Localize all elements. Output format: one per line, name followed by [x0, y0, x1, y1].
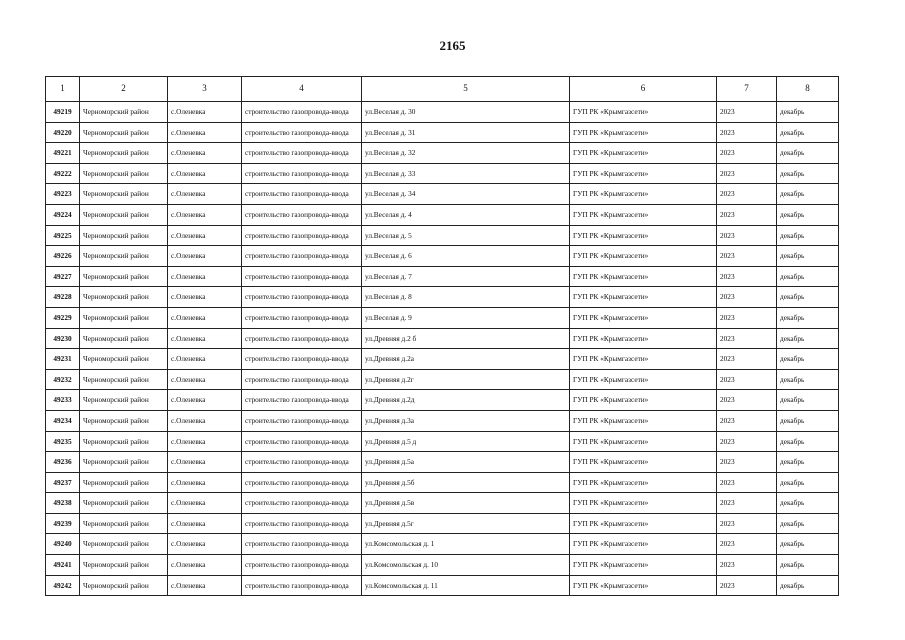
cell-organization: ГУП РК «Крымгазсети»	[570, 493, 717, 514]
cell-record-number: 49225	[46, 225, 80, 246]
cell-settlement: с.Оленевка	[168, 225, 242, 246]
cell-work-type: строительство газопровода-ввода	[242, 225, 362, 246]
cell-year: 2023	[717, 534, 777, 555]
table-row	[46, 493, 839, 514]
cell-record-number: 49219	[46, 102, 80, 123]
cell-district: Черноморский район	[80, 225, 168, 246]
cell-organization: ГУП РК «Крымгазсети»	[570, 287, 717, 308]
cell-settlement: с.Оленевка	[168, 534, 242, 555]
cell-year: 2023	[717, 472, 777, 493]
cell-district: Черноморский район	[80, 410, 168, 431]
cell-year: 2023	[717, 122, 777, 143]
cell-address: ул.Древняя д.5б	[362, 472, 570, 493]
cell-organization: ГУП РК «Крымгазсети»	[570, 122, 717, 143]
table-row	[46, 328, 839, 349]
cell-record-number: 49238	[46, 493, 80, 514]
cell-work-type: строительство газопровода-ввода	[242, 390, 362, 411]
cell-settlement: с.Оленевка	[168, 369, 242, 390]
header-cell-6: 6	[570, 77, 717, 102]
table-row	[46, 452, 839, 473]
cell-organization: ГУП РК «Крымгазсети»	[570, 163, 717, 184]
cell-district: Черноморский район	[80, 452, 168, 473]
cell-record-number: 49226	[46, 246, 80, 267]
cell-address: ул.Веселая д. 32	[362, 143, 570, 164]
cell-district: Черноморский район	[80, 472, 168, 493]
table-row	[46, 163, 839, 184]
cell-record-number: 49228	[46, 287, 80, 308]
cell-work-type: строительство газопровода-ввода	[242, 204, 362, 225]
cell-settlement: с.Оленевка	[168, 204, 242, 225]
cell-month: декабрь	[777, 452, 839, 473]
cell-settlement: с.Оленевка	[168, 493, 242, 514]
cell-work-type: строительство газопровода-ввода	[242, 349, 362, 370]
table-row	[46, 287, 839, 308]
cell-settlement: с.Оленевка	[168, 349, 242, 370]
cell-address: ул.Древняя д.2а	[362, 349, 570, 370]
cell-organization: ГУП РК «Крымгазсети»	[570, 184, 717, 205]
cell-work-type: строительство газопровода-ввода	[242, 287, 362, 308]
cell-address: ул.Комсомольская д. 1	[362, 534, 570, 555]
cell-address: ул.Древняя д.5а	[362, 452, 570, 473]
cell-address: ул.Древняя д.5в	[362, 493, 570, 514]
cell-work-type: строительство газопровода-ввода	[242, 493, 362, 514]
table-row	[46, 534, 839, 555]
cell-work-type: строительство газопровода-ввода	[242, 369, 362, 390]
cell-settlement: с.Оленевка	[168, 472, 242, 493]
cell-settlement: с.Оленевка	[168, 266, 242, 287]
cell-month: декабрь	[777, 513, 839, 534]
cell-record-number: 49240	[46, 534, 80, 555]
cell-work-type: строительство газопровода-ввода	[242, 307, 362, 328]
cell-settlement: с.Оленевка	[168, 184, 242, 205]
cell-work-type: строительство газопровода-ввода	[242, 513, 362, 534]
page-number: 2165	[439, 38, 466, 53]
header-cell-4: 4	[242, 77, 362, 102]
cell-month: декабрь	[777, 163, 839, 184]
cell-organization: ГУП РК «Крымгазсети»	[570, 246, 717, 267]
cell-month: декабрь	[777, 184, 839, 205]
cell-organization: ГУП РК «Крымгазсети»	[570, 266, 717, 287]
cell-address: ул.Веселая д. 34	[362, 184, 570, 205]
header-cell-8: 8	[777, 77, 839, 102]
cell-district: Черноморский район	[80, 102, 168, 123]
cell-month: декабрь	[777, 534, 839, 555]
header-cell-7: 7	[717, 77, 777, 102]
cell-month: декабрь	[777, 472, 839, 493]
cell-address: ул.Веселая д. 7	[362, 266, 570, 287]
cell-settlement: с.Оленевка	[168, 555, 242, 576]
cell-address: ул.Веселая д. 6	[362, 246, 570, 267]
cell-district: Черноморский район	[80, 204, 168, 225]
cell-district: Черноморский район	[80, 184, 168, 205]
cell-organization: ГУП РК «Крымгазсети»	[570, 513, 717, 534]
cell-month: декабрь	[777, 369, 839, 390]
cell-month: декабрь	[777, 493, 839, 514]
cell-work-type: строительство газопровода-ввода	[242, 163, 362, 184]
cell-record-number: 49220	[46, 122, 80, 143]
cell-year: 2023	[717, 307, 777, 328]
cell-record-number: 49242	[46, 575, 80, 596]
cell-district: Черноморский район	[80, 513, 168, 534]
cell-address: ул.Древняя д.2 б	[362, 328, 570, 349]
table-row	[46, 122, 839, 143]
cell-month: декабрь	[777, 122, 839, 143]
cell-year: 2023	[717, 431, 777, 452]
table-row	[46, 575, 839, 596]
cell-work-type: строительство газопровода-ввода	[242, 328, 362, 349]
table-row	[46, 369, 839, 390]
cell-work-type: строительство газопровода-ввода	[242, 184, 362, 205]
cell-district: Черноморский район	[80, 143, 168, 164]
cell-month: декабрь	[777, 575, 839, 596]
table-row	[46, 246, 839, 267]
cell-record-number: 49223	[46, 184, 80, 205]
table-row	[46, 184, 839, 205]
cell-address: ул.Древняя д.5 д	[362, 431, 570, 452]
cell-record-number: 49224	[46, 204, 80, 225]
table-row	[46, 225, 839, 246]
cell-organization: ГУП РК «Крымгазсети»	[570, 102, 717, 123]
cell-year: 2023	[717, 328, 777, 349]
table-row	[46, 431, 839, 452]
cell-year: 2023	[717, 452, 777, 473]
cell-work-type: строительство газопровода-ввода	[242, 410, 362, 431]
table-row	[46, 266, 839, 287]
cell-address: ул.Древняя д.2д	[362, 390, 570, 411]
cell-month: декабрь	[777, 204, 839, 225]
cell-organization: ГУП РК «Крымгазсети»	[570, 575, 717, 596]
cell-settlement: с.Оленевка	[168, 452, 242, 473]
table-row	[46, 307, 839, 328]
cell-organization: ГУП РК «Крымгазсети»	[570, 225, 717, 246]
cell-district: Черноморский район	[80, 575, 168, 596]
cell-month: декабрь	[777, 246, 839, 267]
cell-record-number: 49236	[46, 452, 80, 473]
cell-organization: ГУП РК «Крымгазсети»	[570, 307, 717, 328]
cell-work-type: строительство газопровода-ввода	[242, 266, 362, 287]
cell-settlement: с.Оленевка	[168, 287, 242, 308]
table-row	[46, 102, 839, 123]
cell-settlement: с.Оленевка	[168, 575, 242, 596]
cell-district: Черноморский район	[80, 246, 168, 267]
table-row	[46, 410, 839, 431]
cell-settlement: с.Оленевка	[168, 143, 242, 164]
cell-month: декабрь	[777, 143, 839, 164]
cell-address: ул.Веселая д. 5	[362, 225, 570, 246]
cell-organization: ГУП РК «Крымгазсети»	[570, 534, 717, 555]
cell-record-number: 49237	[46, 472, 80, 493]
cell-organization: ГУП РК «Крымгазсети»	[570, 349, 717, 370]
cell-record-number: 49229	[46, 307, 80, 328]
cell-record-number: 49222	[46, 163, 80, 184]
table-row	[46, 472, 839, 493]
cell-year: 2023	[717, 555, 777, 576]
cell-record-number: 49239	[46, 513, 80, 534]
cell-record-number: 49233	[46, 390, 80, 411]
cell-year: 2023	[717, 575, 777, 596]
cell-work-type: строительство газопровода-ввода	[242, 555, 362, 576]
header-cell-3: 3	[168, 77, 242, 102]
cell-district: Черноморский район	[80, 349, 168, 370]
cell-settlement: с.Оленевка	[168, 122, 242, 143]
cell-address: ул.Веселая д. 9	[362, 307, 570, 328]
cell-month: декабрь	[777, 287, 839, 308]
table-row	[46, 555, 839, 576]
cell-year: 2023	[717, 225, 777, 246]
cell-record-number: 49231	[46, 349, 80, 370]
cell-year: 2023	[717, 143, 777, 164]
cell-district: Черноморский район	[80, 390, 168, 411]
header-row	[46, 77, 839, 102]
cell-month: декабрь	[777, 431, 839, 452]
register-table	[45, 76, 839, 596]
cell-district: Черноморский район	[80, 328, 168, 349]
table-row	[46, 390, 839, 411]
cell-settlement: с.Оленевка	[168, 163, 242, 184]
cell-organization: ГУП РК «Крымгазсети»	[570, 143, 717, 164]
cell-record-number: 49235	[46, 431, 80, 452]
cell-year: 2023	[717, 246, 777, 267]
cell-year: 2023	[717, 349, 777, 370]
cell-district: Черноморский район	[80, 122, 168, 143]
cell-district: Черноморский район	[80, 534, 168, 555]
cell-month: декабрь	[777, 410, 839, 431]
header-cell-2: 2	[80, 77, 168, 102]
cell-address: ул.Древняя д.5г	[362, 513, 570, 534]
header-cell-1: 1	[46, 77, 80, 102]
table-body	[46, 102, 839, 596]
cell-month: декабрь	[777, 328, 839, 349]
cell-organization: ГУП РК «Крымгазсети»	[570, 390, 717, 411]
cell-year: 2023	[717, 163, 777, 184]
cell-address: ул.Веселая д. 33	[362, 163, 570, 184]
cell-organization: ГУП РК «Крымгазсети»	[570, 431, 717, 452]
cell-organization: ГУП РК «Крымгазсети»	[570, 452, 717, 473]
cell-district: Черноморский район	[80, 307, 168, 328]
cell-month: декабрь	[777, 307, 839, 328]
cell-settlement: с.Оленевка	[168, 102, 242, 123]
cell-district: Черноморский район	[80, 555, 168, 576]
cell-district: Черноморский район	[80, 431, 168, 452]
cell-address: ул.Веселая д. 31	[362, 122, 570, 143]
cell-address: ул.Веселая д. 8	[362, 287, 570, 308]
cell-address: ул.Веселая д. 30	[362, 102, 570, 123]
cell-year: 2023	[717, 184, 777, 205]
cell-address: ул.Комсомольская д. 10	[362, 555, 570, 576]
cell-settlement: с.Оленевка	[168, 431, 242, 452]
cell-year: 2023	[717, 102, 777, 123]
cell-organization: ГУП РК «Крымгазсети»	[570, 204, 717, 225]
cell-work-type: строительство газопровода-ввода	[242, 575, 362, 596]
cell-settlement: с.Оленевка	[168, 246, 242, 267]
cell-settlement: с.Оленевка	[168, 390, 242, 411]
cell-district: Черноморский район	[80, 266, 168, 287]
cell-month: декабрь	[777, 102, 839, 123]
cell-year: 2023	[717, 204, 777, 225]
cell-year: 2023	[717, 287, 777, 308]
table-row	[46, 513, 839, 534]
cell-work-type: строительство газопровода-ввода	[242, 246, 362, 267]
cell-settlement: с.Оленевка	[168, 328, 242, 349]
cell-settlement: с.Оленевка	[168, 513, 242, 534]
cell-year: 2023	[717, 493, 777, 514]
cell-work-type: строительство газопровода-ввода	[242, 452, 362, 473]
cell-month: декабрь	[777, 390, 839, 411]
cell-organization: ГУП РК «Крымгазсети»	[570, 328, 717, 349]
table-row	[46, 349, 839, 370]
cell-month: декабрь	[777, 349, 839, 370]
cell-organization: ГУП РК «Крымгазсети»	[570, 369, 717, 390]
cell-district: Черноморский район	[80, 163, 168, 184]
cell-organization: ГУП РК «Крымгазсети»	[570, 555, 717, 576]
cell-district: Черноморский район	[80, 369, 168, 390]
cell-address: ул.Древняя д.3а	[362, 410, 570, 431]
cell-record-number: 49232	[46, 369, 80, 390]
cell-month: декабрь	[777, 555, 839, 576]
cell-work-type: строительство газопровода-ввода	[242, 122, 362, 143]
cell-work-type: строительство газопровода-ввода	[242, 143, 362, 164]
cell-month: декабрь	[777, 266, 839, 287]
cell-work-type: строительство газопровода-ввода	[242, 431, 362, 452]
cell-record-number: 49227	[46, 266, 80, 287]
cell-settlement: с.Оленевка	[168, 410, 242, 431]
cell-record-number: 49234	[46, 410, 80, 431]
cell-year: 2023	[717, 410, 777, 431]
cell-month: декабрь	[777, 225, 839, 246]
table-row	[46, 143, 839, 164]
table-row	[46, 204, 839, 225]
cell-settlement: с.Оленевка	[168, 307, 242, 328]
cell-work-type: строительство газопровода-ввода	[242, 534, 362, 555]
cell-record-number: 49241	[46, 555, 80, 576]
cell-district: Черноморский район	[80, 493, 168, 514]
header-cell-5: 5	[362, 77, 570, 102]
cell-record-number: 49221	[46, 143, 80, 164]
cell-organization: ГУП РК «Крымгазсети»	[570, 472, 717, 493]
cell-address: ул.Веселая д. 4	[362, 204, 570, 225]
cell-district: Черноморский район	[80, 287, 168, 308]
cell-work-type: строительство газопровода-ввода	[242, 472, 362, 493]
cell-record-number: 49230	[46, 328, 80, 349]
cell-year: 2023	[717, 266, 777, 287]
cell-year: 2023	[717, 390, 777, 411]
cell-year: 2023	[717, 369, 777, 390]
cell-address: ул.Древняя д.2г	[362, 369, 570, 390]
cell-work-type: строительство газопровода-ввода	[242, 102, 362, 123]
cell-organization: ГУП РК «Крымгазсети»	[570, 410, 717, 431]
cell-year: 2023	[717, 513, 777, 534]
cell-address: ул.Комсомольская д. 11	[362, 575, 570, 596]
